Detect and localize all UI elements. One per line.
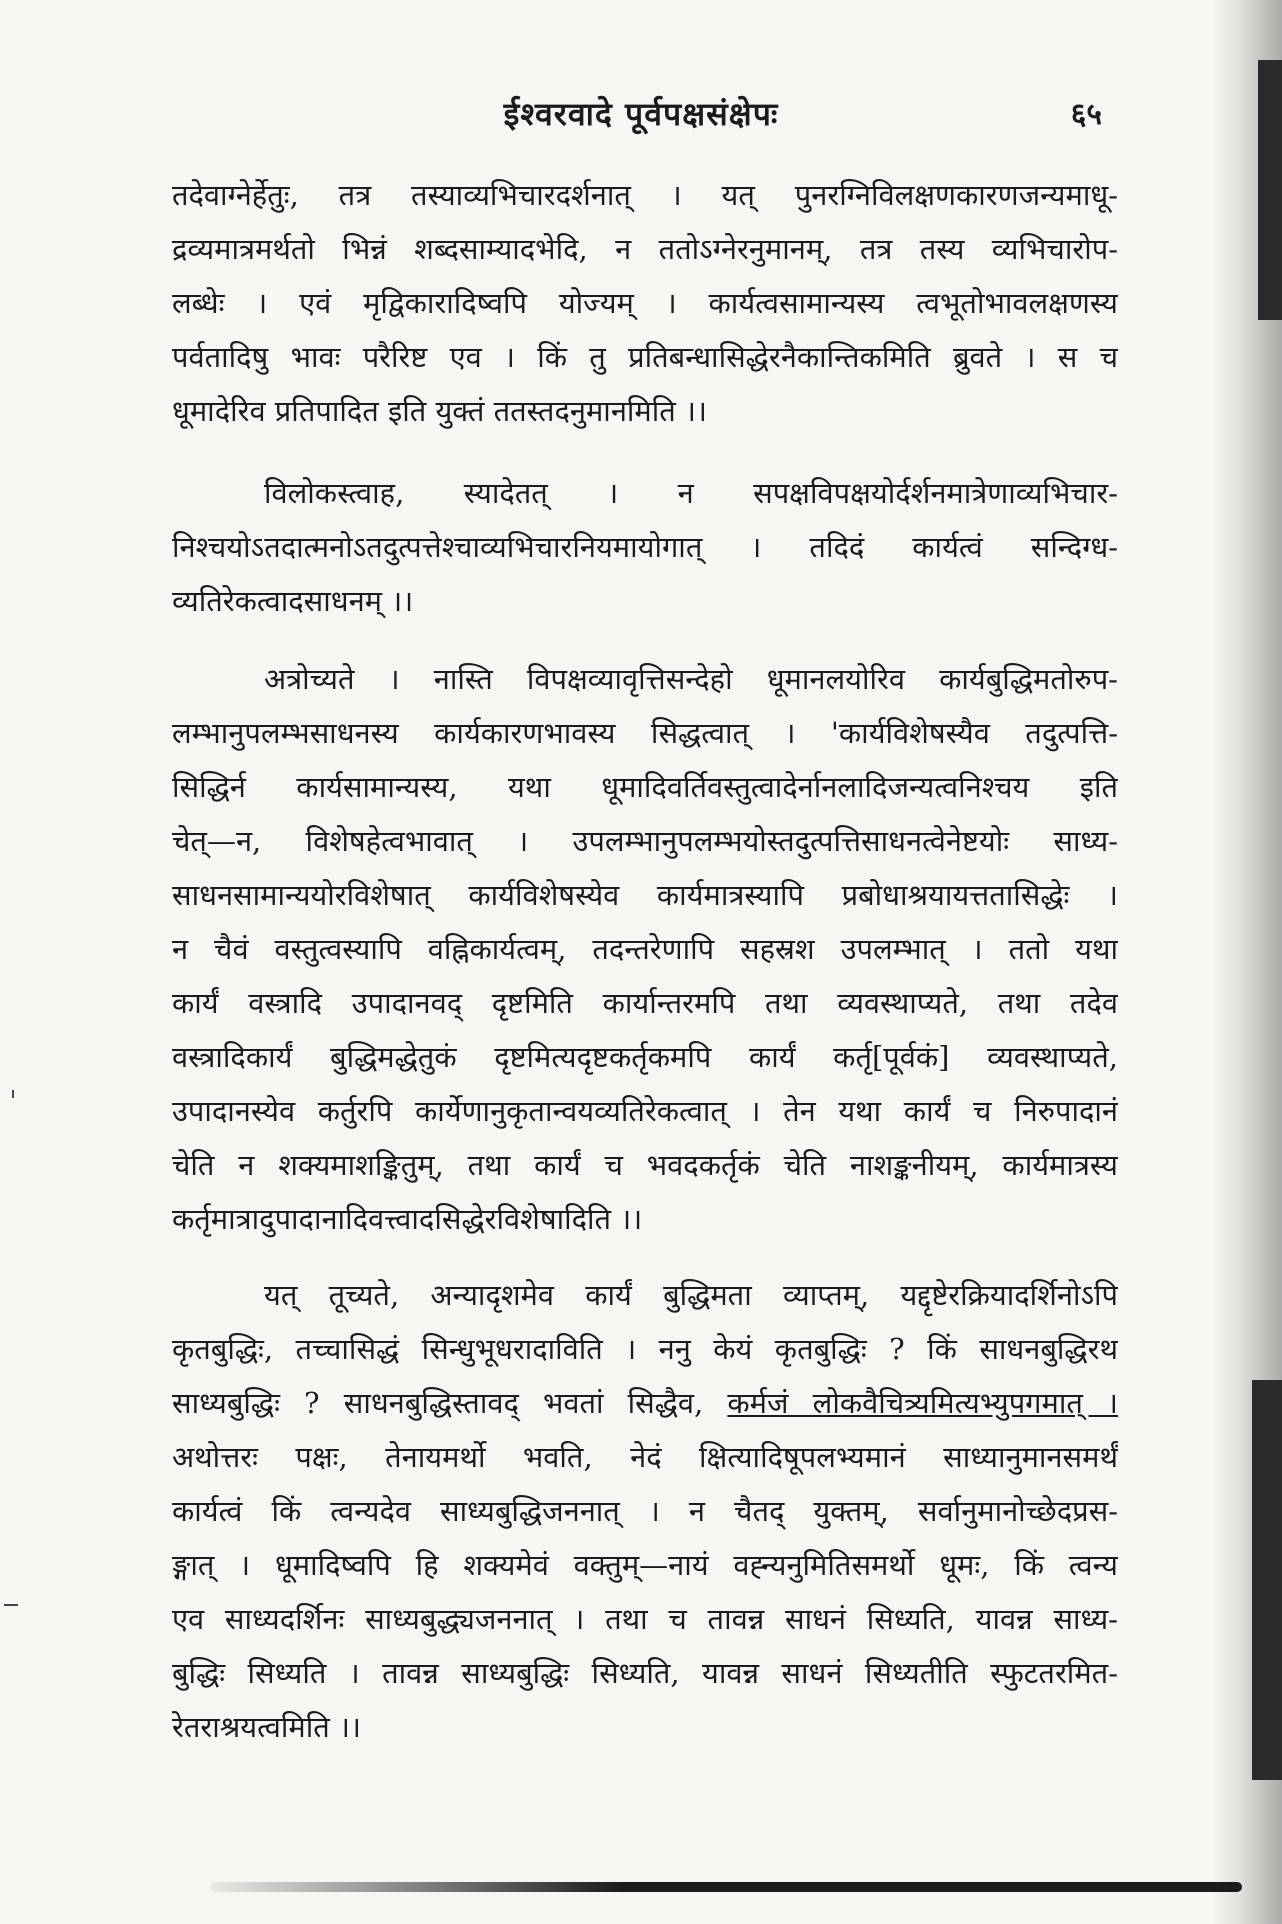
text-line: अत्रोच्यते । नास्ति विपक्षव्यावृत्तिसन्देहो धूमानलयोरिव कार्यबुद्धिमतोरुप- [264,662,1118,696]
text-line: कार्यं वस्त्रादि उपादानवद् दृष्टमिति कार्यान्तरमपि तथा व्यवस्थाप्यते, तथा तदेव [172,986,1118,1020]
text-line: साधनसामान्ययोरविशेषात् कार्यविशेषस्येव कार्यमात्रस्यापि प्रबोधाश्रयायत्ततासिद्धेः । [172,878,1118,912]
paragraph-2 [172,466,1118,628]
text-line: तदेवाग्नेर्हेतुः, तत्र तस्याव्यभिचारदर्शनात् । यत् पुनरग्निविलक्षणकारणजन्यमाधू- [172,178,1118,212]
text-line: विलोकस्त्वाह, स्यादेतत् । न सपक्षविपक्षयोर्दर्शनमात्रेणाव्यभिचार- [264,476,1118,510]
text-line: द्रव्यमात्रमर्थतो भिन्नं शब्दसाम्यादभेदि, न ततोऽग्नेरनुमानम्, तत्र तस्य व्यभिचारोप- [172,232,1118,266]
text-line: कार्यत्वं किं त्वन्यदेव साध्यबुद्धिजननात् । न चैतद् युक्तम्, सर्वानुमानोच्छेदप्रस- [172,1494,1118,1528]
text-line: पर्वतादिषु भावः परैरिष्ट एव । किं तु प्रतिबन्धासिद्धेरनैकान्तिकमिति ब्रुवते । स च [172,340,1118,374]
text-line: कृतबुद्धिः, तच्चासिद्धं सिन्धुभूधरादाविति । ननु केयं कृतबुद्धिः ? किं साधनबुद्धिरथ [172,1332,1118,1366]
text-line: अथोत्तरः पक्षः, तेनायमर्थो भवति, नेदं क्षित्यादिषूपलभ्यमानं साध्यानुमानसमर्थं [172,1440,1118,1474]
text-line: वस्त्रादिकार्यं बुद्धिमद्धेतुकं दृष्टमित्यदृष्टकर्तृकमपि कार्यं कर्तृ[पूर्वकं] व्यवस्थाप्यते, [172,1040,1118,1074]
text-line: लब्धेः । एवं मृद्विकारादिष्वपि योज्यम् । कार्यत्वसामान्यस्य त्वभूतोभावलक्षणस्य [172,286,1118,320]
text-line: धूमादेरिव प्रतिपादित इति युक्तं ततस्तदनुमानमिति ।। [172,394,708,428]
paragraph-3 [172,652,1118,1246]
paragraph-1 [172,168,1118,438]
text-line: न चैवं वस्तुत्वस्यापि वह्निकार्यत्वम्, तदन्तरेणापि सहस्रश उपलम्भात् । ततो यथा [172,932,1118,966]
margin-mark [12,1090,14,1098]
text-line: एव साध्यदर्शिनः साध्यबुद्ध्यजननात् । तथा च तावन्न साधनं सिध्यति, यावन्न साध्य- [172,1602,1118,1636]
text-line [172,1376,1118,1430]
text-line: ङ्गात् । धूमादिष्वपि हि शक्यमेवं वक्तुम्—नायं वह्न्यनुमितिसमर्थो धूमः, किं त्वन्य [172,1548,1118,1582]
text-line: व्यतिरेकत्वादसाधनम् ।। [172,584,414,618]
margin-mark [4,1604,18,1606]
text-line: सिद्धिर्न कार्यसामान्यस्य, यथा धूमादिवर्तिवस्तुत्वादेर्नानलादिजन्यत्वनिश्चय इति [172,770,1118,804]
text-line: बुद्धिः सिध्यति । तावन्न साध्यबुद्धिः सिध्यति, यावन्न साधनं सिध्यतीति स्फुटतरमित- [172,1656,1118,1690]
text-line: चेति न शक्यमाशङ्कितुम्, तथा कार्यं च भवदकर्तृकं चेति नाशङ्कनीयम्, कार्यमात्रस्य [172,1148,1118,1182]
text-line: कर्तृमात्रादुपादानादिवत्त्वादसिद्धेरविशेषादिति ।। [172,1202,643,1236]
page-edge-mark [1252,1380,1282,1780]
running-header: ईश्वरवादे पूर्वपक्षसंक्षेपः [503,95,779,133]
text-line: यत् तूच्यते, अन्यादृशमेव कार्यं बुद्धिमता व्याप्तम्, यद्दृष्टेरक्रियादर्शिनोऽपि [264,1278,1118,1312]
text-line: चेत्—न, विशेषहेत्वभावात् । उपलम्भानुपलम्भयोस्तदुत्पत्तिसाधनत्वेनेष्टयोः साध्य- [172,824,1118,858]
underlined-phrase: कर्मजं लोकवैचित्र्यमित्यभ्युपगमात् । [727,1386,1118,1420]
text-line: उपादानस्येव कर्तुरपि कार्येणानुकृतान्वयव्यतिरेकत्वात् । तेन यथा कार्यं च निरुपादानं [172,1094,1118,1128]
text-line: लम्भानुपलम्भसाधनस्य कार्यकारणभावस्य सिद्धत्वात् । 'कार्यविशेषस्यैव तदुत्पत्ति- [172,716,1118,750]
paragraph-4 [172,1268,1118,1754]
text-line: रेतराश्रयत्वमिति ।। [172,1710,362,1744]
page-bottom-edge [210,1882,1242,1892]
text-segment: साध्यबुद्धिः ? साधनबुद्धिस्तावद् भवतां सिद्धैव, [172,1386,728,1420]
page-number: ६५ [1070,97,1102,132]
text-line: निश्चयोऽतदात्मनोऽतदुत्पत्तेश्चाव्यभिचारनियमायोगात् । तदिदं कार्यत्वं सन्दिग्ध- [172,530,1118,564]
